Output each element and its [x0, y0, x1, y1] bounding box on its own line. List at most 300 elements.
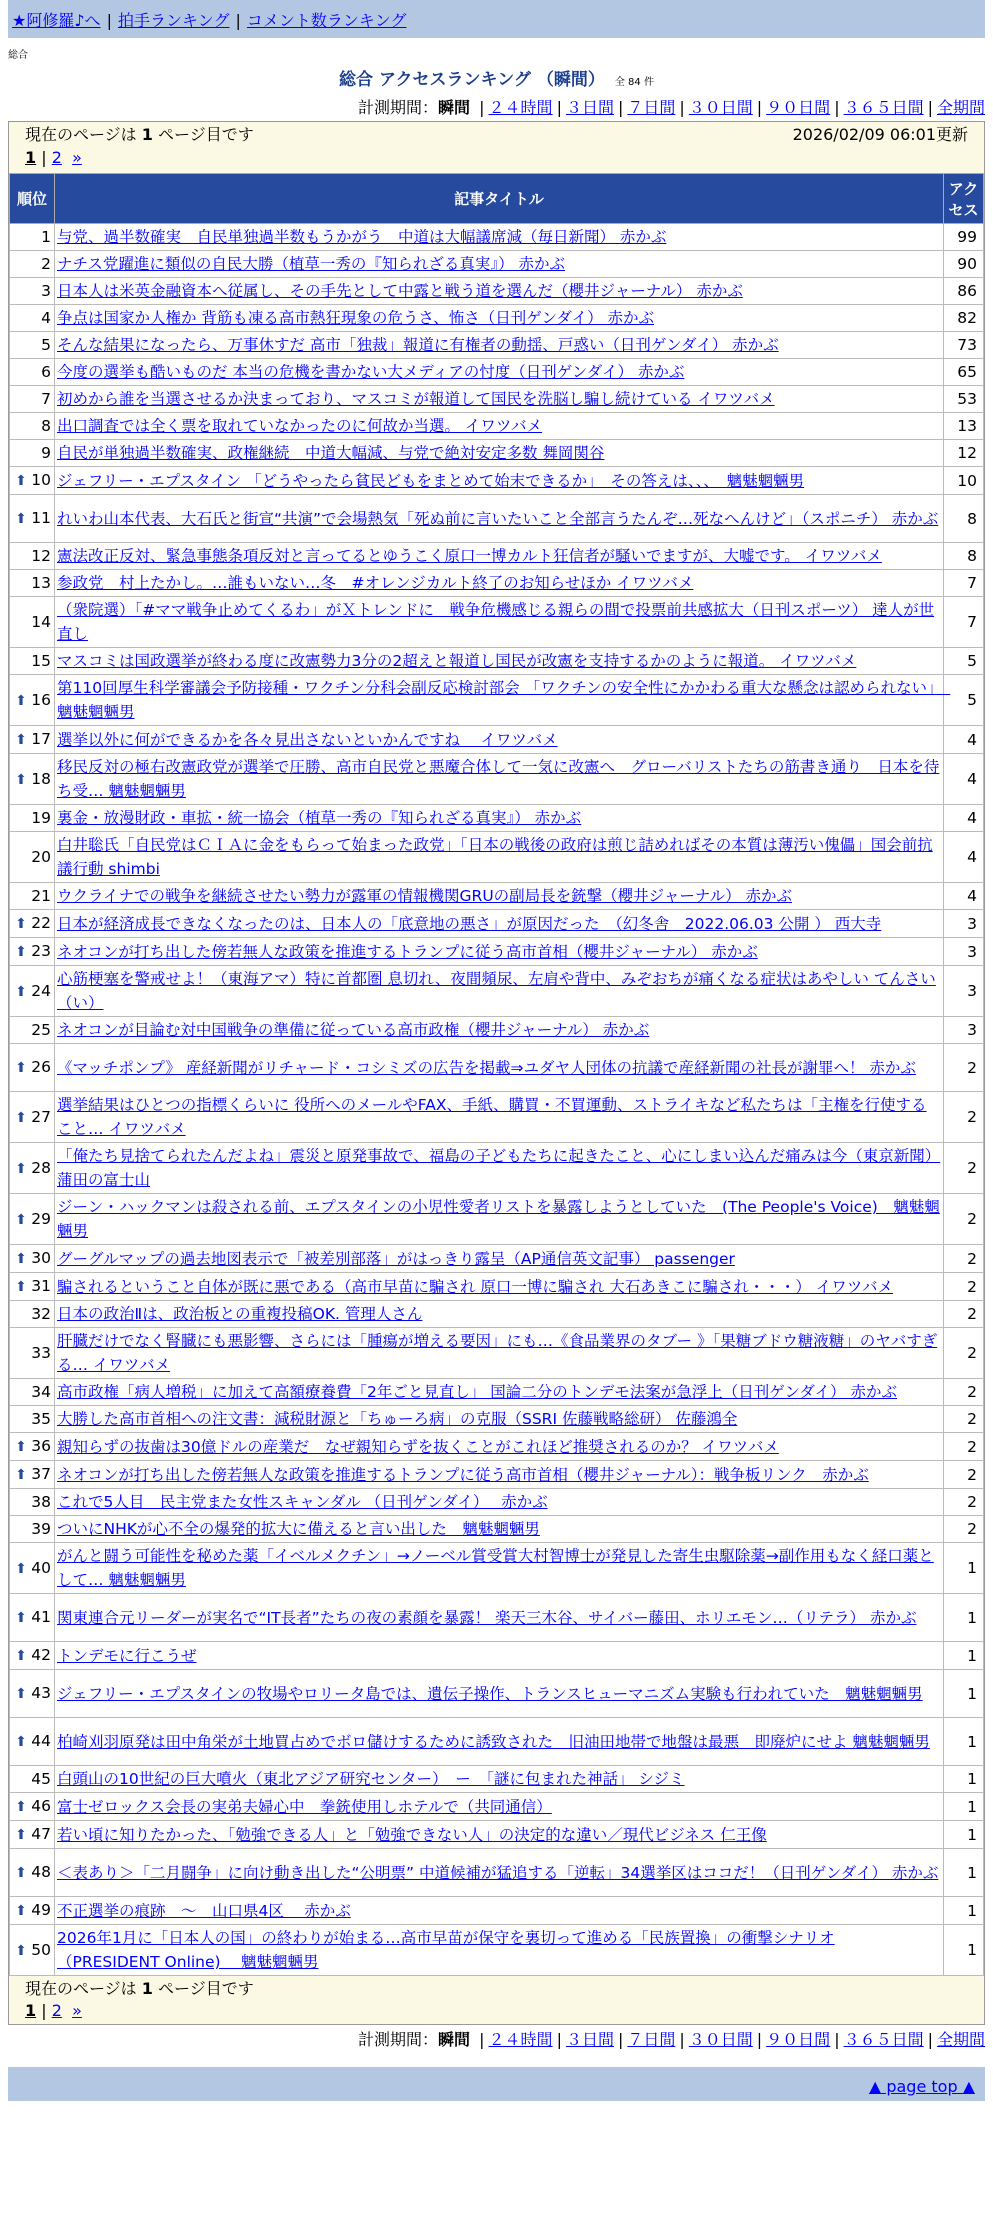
page-link-1[interactable]: 1: [25, 2001, 37, 2020]
access-count: 65: [944, 359, 984, 386]
title-cell: [55, 1766, 944, 1793]
period-link[interactable]: ３日間: [565, 2030, 614, 2049]
article-link[interactable]: 肝臓だけでなく腎臓にも悪影響、さらには「腫瘍が増える要因」にも…《食品業界のタブー 》「果糖ブドウ糖液糖」のヤバすぎる… イワツバメ: [57, 1332, 938, 1374]
period-link[interactable]: ３日間: [565, 98, 614, 117]
access-count: 99: [944, 224, 984, 251]
rank-cell: [10, 1849, 55, 1897]
article-link[interactable]: 争点は国家か人権か 背筋も凍る高市熱狂現象の危うさ、怖さ（日刊ゲンダイ） 赤かぶ: [57, 309, 654, 327]
period-link[interactable]: ２４時間: [488, 98, 553, 117]
article-link[interactable]: ＜表あり＞「二月闘争」に向け動き出した“公明票” 中道候補が猛追する「逆転」34選挙区はココだ！（日刊ゲンダイ） 赤かぶ: [57, 1863, 939, 1882]
period-link[interactable]: 全期間: [936, 98, 985, 117]
rank-number: 28: [31, 1158, 51, 1177]
table-row: [10, 570, 984, 597]
separator: |: [834, 98, 840, 117]
access-count: 1: [944, 1766, 984, 1793]
rank-cell: [10, 278, 55, 305]
up-arrow-icon: ⬆: [15, 1279, 32, 1295]
article-link[interactable]: ネオコンが目論む対中国戦争の準備に従っている高市政権（櫻井ジャーナル） 赤かぶ: [57, 1021, 650, 1039]
title-cell: [55, 1194, 944, 1245]
rank-number: 35: [31, 1410, 51, 1428]
access-count: 4: [944, 726, 984, 754]
title-cell: [55, 910, 944, 938]
table-row: [10, 938, 984, 966]
table-row: [10, 1433, 984, 1461]
article-link[interactable]: 不正選挙の痕跡 ～ 山口県4区 赤かぶ: [57, 1901, 351, 1920]
title-cell: [55, 675, 951, 726]
access-header: アクセス: [944, 174, 984, 224]
rank-number: 1: [41, 228, 51, 246]
access-count: 1: [944, 1642, 984, 1670]
article-link[interactable]: 《マッチポンプ》 産経新聞がリチャード・コシミズの広告を掲載⇒ユダヤ人団体の抗議で産経新聞の社長が謝罪へ！ 赤かぶ: [57, 1058, 916, 1077]
article-link[interactable]: ジェフリー・エプスタインの牧場やロリータ島では、遺伝子操作、トランスヒューマニズム実験も行われていた 魑魅魍魎男: [57, 1684, 923, 1703]
title-cell: [55, 1489, 944, 1516]
table-row: [10, 1044, 984, 1092]
rank-cell: [10, 938, 55, 966]
table-row: [10, 413, 984, 440]
access-count: 10: [944, 467, 984, 495]
article-link[interactable]: 高市政権「病人増税」に加えて高額療養費「2年ごと見直し」 国論二分のトンデモ法案が急浮上（日刊ゲンダイ） 赤かぶ: [57, 1383, 897, 1401]
period-selector-bottom: [8, 2029, 985, 2051]
page-link-2[interactable]: 2: [51, 2001, 62, 2020]
article-link[interactable]: そんな結果になったら、万事休すだ 高市「独裁」報道に有権者の動揺、戸惑い（日刊ゲンダイ） 赤かぶ: [57, 336, 779, 354]
article-link[interactable]: がんと闘う可能性を秘めた薬「イベルメクチン」→ノーベル賞受賞大村智博士が発見した寄生虫駆除薬→副作用もなく経口薬として… 魑魅魍魎男: [57, 1547, 934, 1589]
access-count: 1: [944, 1793, 984, 1821]
article-link[interactable]: 柏崎刈羽原発は田中角栄が土地買占めでボロ儲けするために誘致された 旧油田地帯で地盤は最悪 即廃炉にせよ 魑魅魍魎男: [57, 1732, 930, 1751]
ranking-table: [9, 173, 984, 1976]
article-link[interactable]: 日本が経済成長できなくなったのは、日本人の「底意地の悪さ」が原因だった （幻冬舎 2022.06.03 公開 ） 西大寺: [57, 914, 882, 933]
table-row: [10, 1092, 984, 1143]
article-link[interactable]: ジェフリー・エプスタイン 「どうやったら貧民どもをまとめて始末できるか」 その答えは、、、 魑魅魍魎男: [57, 471, 805, 490]
article-link[interactable]: 心筋梗塞を警戒せよ！（東海アマ）特に首都圏 息切れ、夜間頻尿、左肩や背中、みぞおちが痛くなる症状はあやしい てんさい（い）: [57, 970, 936, 1012]
rank-number: 24: [31, 981, 51, 1000]
page-title: 総合 アクセスランキング （瞬間）: [339, 70, 605, 90]
article-link[interactable]: 日本人は米英金融資本へ従属し、その手先として中露と戦う道を選んだ（櫻井ジャーナル） 赤かぶ: [57, 282, 743, 300]
access-count: 1: [944, 1670, 984, 1718]
article-link[interactable]: これで5人目 民主党また女性スキャンダル （日刊ゲンダイ） 赤かぶ: [57, 1493, 548, 1511]
rank-number: 41: [31, 1608, 51, 1626]
period-label: 計測期間：: [358, 2030, 439, 2049]
access-count: 12: [944, 440, 984, 467]
rank-cell: [10, 805, 55, 832]
table-row: [10, 1301, 984, 1328]
rank-cell: [10, 467, 55, 495]
period-link[interactable]: ３０日間: [688, 2030, 753, 2049]
comment-ranking-link[interactable]: コメント数ランキング: [246, 11, 407, 30]
rank-cell: [10, 440, 55, 467]
title-cell: [55, 332, 944, 359]
rank-number: 44: [31, 1732, 51, 1750]
pagination-bottom: 現在のページは 1 ページ目です 1 | 2 »: [9, 1976, 984, 2024]
title-cell: [55, 883, 944, 910]
article-link[interactable]: 富士ゼロックス会長の実弟夫婦心中 拳銃使用しホテルで（共同通信）: [57, 1797, 552, 1816]
article-link[interactable]: ネオコンが打ち出した傍若無人な政策を推進するトランプに従う高市首相（櫻井ジャーナル）：戦争板リンク 赤かぶ: [57, 1465, 869, 1484]
up-arrow-icon: ⬆: [15, 1467, 32, 1483]
access-count: 4: [944, 805, 984, 832]
rank-number: 15: [31, 652, 51, 670]
article-link[interactable]: トンデモに行こうぜ: [57, 1646, 197, 1665]
next-page-link[interactable]: »: [72, 2001, 82, 2020]
access-count: 3: [944, 910, 984, 938]
article-link[interactable]: 白井聡氏「自民党はＣＩＡに金をもらって始まった政党」「日本の戦後の政府は煎じ詰めればその本質は薄汚い傀儡」国会前抗議行動 shimbi: [57, 836, 933, 878]
article-link[interactable]: 参政党 村上たかし。…誰もいない…冬 #オレンジカルト終了のお知らせほか イワツバメ: [57, 574, 694, 592]
rank-number: 33: [31, 1344, 51, 1362]
period-link[interactable]: ７日間: [627, 2030, 676, 2049]
rank-number: 38: [31, 1493, 51, 1511]
table-row: [10, 1143, 984, 1194]
table-row: [10, 251, 984, 278]
title-cell: [55, 1516, 944, 1543]
rank-cell: [10, 1670, 55, 1718]
separator: |: [756, 98, 763, 117]
rank-cell: [10, 570, 55, 597]
rank-cell: [10, 1245, 55, 1273]
article-link[interactable]: 第110回厚生科学審議会予防接種・ワクチン分科会副反応検討部会 「ワクチンの安全性にかかわる重大な懸念は認められない」 魑魅魍魎男: [57, 679, 951, 721]
pagination-top: 現在のページは 1 ページ目です 2026/02/09 06:01更新 1 | 2 »: [9, 122, 984, 173]
up-arrow-icon: ⬆: [15, 1942, 32, 1959]
article-link[interactable]: 初めから誰を当選させるか決まっており、マスコミが報道して国民を洗脳し騙し続けている イワツバメ: [57, 390, 775, 408]
article-link[interactable]: ジーン・ハックマンは殺される前、エプスタインの小児性愛者リストを暴露しようとしていた (The People's Voice) 魑魅魍魎男: [57, 1198, 940, 1240]
title-cell: [55, 467, 944, 495]
next-page-link[interactable]: »: [72, 148, 82, 167]
article-link[interactable]: 移民反対の極右改憲政党が選挙で圧勝、高市自民党と悪魔合体して一気に改憲へ グローバリストたちの筋書き通り 日本を待ち受… 魑魅魍魎男: [57, 758, 940, 800]
table-row: [10, 543, 984, 570]
rank-cell: [10, 910, 55, 938]
up-arrow-icon: ⬆: [15, 1251, 32, 1267]
article-link[interactable]: ネオコンが打ち出した傍若無人な政策を推進するトランプに従う高市首相（櫻井ジャーナル） 赤かぶ: [57, 942, 758, 961]
clap-ranking-link[interactable]: 拍手ランキング: [117, 11, 230, 30]
table-row: [10, 332, 984, 359]
article-link[interactable]: 裏金・放漫財政・車拡・統一協会（植草一秀の『知られざる真実』） 赤かぶ: [57, 809, 582, 827]
rank-number: 7: [41, 390, 51, 408]
article-link[interactable]: 選挙以外に何ができるかを各々見出さないといかんですね イワツバメ: [57, 730, 558, 749]
title-cell: [55, 1433, 944, 1461]
title-cell: [55, 1379, 944, 1406]
access-count: 1: [944, 1897, 984, 1925]
rank-cell: [10, 1433, 55, 1461]
separator: |: [927, 2030, 933, 2049]
up-arrow-icon: ⬆: [15, 1211, 32, 1228]
table-row: [10, 1543, 984, 1594]
rank-cell: [10, 495, 55, 543]
rank-number: 34: [31, 1383, 51, 1401]
table-row: [10, 1328, 984, 1379]
rank-cell: [10, 726, 55, 754]
up-arrow-icon: ⬆: [15, 511, 32, 527]
access-count: 2: [944, 1379, 984, 1406]
access-count: 1: [944, 1849, 984, 1897]
rank-number: 3: [41, 282, 51, 300]
access-count: 2: [944, 1301, 984, 1328]
access-count: 1: [944, 1925, 984, 1976]
title-cell: [55, 754, 944, 805]
article-link[interactable]: 2026年1月に「日本人の国」の終わりが始まる…高市早苗が保守を裏切って進める「民族置換」の衝撃シナリオ （PRESIDENT Online) 魑魅魍魎男: [57, 1929, 835, 1971]
title-cell: [55, 1897, 944, 1925]
access-count: 4: [944, 754, 984, 805]
period-link[interactable]: ９０日間: [766, 2030, 831, 2049]
access-count: 8: [944, 495, 984, 543]
article-link[interactable]: （衆院選）「#ママ戦争止めてくるわ」がＸトレンドに 戦争危機感じる親らの間で投票前共感拡大（日刊スポーツ） 達人が世直し: [57, 601, 935, 643]
article-link[interactable]: れいわ山本代表、大石氏と街宣“共演”で会場熱気「死ぬ前に言いたいこと全部言うたんぞ…死なへんけど」（スポニチ） 赤かぶ: [57, 509, 939, 528]
rank-number: 18: [31, 769, 51, 788]
table-row: [10, 1766, 984, 1793]
rank-cell: [10, 1718, 55, 1766]
title-cell: [55, 1092, 944, 1143]
up-arrow-icon: ⬆: [15, 983, 32, 1000]
separator: |: [679, 2030, 685, 2049]
article-link[interactable]: 選挙結果はひとつの指標くらいに 役所へのメールやFAX、手紙、購買・不買運動、ストライキなど私たちは「主権を行使すること… イワツバメ: [57, 1096, 927, 1138]
page-top-link[interactable]: ▲ page top ▲: [868, 2077, 975, 2096]
title-cell: [55, 832, 944, 883]
table-row: [10, 1718, 984, 1766]
period-link[interactable]: ３６５日間: [843, 98, 924, 117]
rank-cell: [10, 1642, 55, 1670]
period-current: 瞬間: [438, 2030, 471, 2049]
separator: |: [106, 11, 112, 30]
rank-number: 2: [41, 255, 51, 273]
table-row: [10, 1925, 984, 1976]
rank-cell: [10, 1273, 55, 1301]
article-link[interactable]: 憲法改正反対、緊急事態条項反対と言ってるとゆうこく原口一博カルト狂信者が騒いでますが、大嘘です。 イワツバメ: [57, 547, 882, 565]
article-link[interactable]: 「俺たち見捨てられたんだよね」震災と原発事故で、福島の子どもたちに起きたこと、心にしまい込んだ痛みは今（東京新聞） 蒲田の富士山: [57, 1147, 941, 1189]
rank-number: 42: [31, 1646, 51, 1664]
article-link[interactable]: 大勝した高市首相への注文書：減税財源と「ちゅーろ病」の克服（SSRI 佐藤戦略総研） 佐藤鴻全: [57, 1410, 738, 1428]
title-cell: [55, 726, 944, 754]
rank-number: 40: [31, 1558, 51, 1577]
up-arrow-icon: ⬆: [15, 916, 32, 932]
rank-cell: [10, 597, 55, 648]
article-link[interactable]: ウクライナでの戦争を継続させたい勢力が露軍の情報機関GRUの副局長を銃撃（櫻井ジャーナル） 赤かぶ: [57, 887, 793, 905]
access-count: 2: [944, 1433, 984, 1461]
title-header: 記事タイトル: [55, 174, 944, 224]
rank-number: 4: [41, 309, 51, 327]
title-cell: [55, 386, 944, 413]
table-row: [10, 648, 984, 675]
table-row: [10, 1849, 984, 1897]
title-cell: [55, 1543, 944, 1594]
up-arrow-icon: ⬆: [15, 1648, 32, 1664]
rank-cell: [10, 675, 55, 726]
page-heading: [0, 68, 993, 95]
rank-cell: [10, 1379, 55, 1406]
rank-cell: [10, 1328, 55, 1379]
up-arrow-icon: ⬆: [15, 1734, 32, 1750]
rank-cell: [10, 1793, 55, 1821]
rank-number: 50: [31, 1940, 51, 1959]
separator: |: [834, 2030, 840, 2049]
rank-cell: [10, 754, 55, 805]
title-cell: [55, 1849, 944, 1897]
up-arrow-icon: ⬆: [15, 692, 32, 709]
title-cell: [55, 1642, 944, 1670]
rank-number: 36: [31, 1437, 51, 1455]
article-link[interactable]: マスコミは国政選挙が終わる度に改憲勢力3分の2超えと報道し国民が改憲を支持するかのように報道。 イワツバメ: [57, 652, 857, 670]
article-link[interactable]: 与党、過半数確実 自民単独過半数もうかがう 中道は大幅議席減（毎日新聞） 赤かぶ: [57, 228, 667, 246]
table-row: [10, 1670, 984, 1718]
rank-number: 19: [31, 809, 51, 827]
access-count: 82: [944, 305, 984, 332]
up-arrow-icon: ⬆: [15, 1865, 32, 1881]
table-row: [10, 1821, 984, 1849]
up-arrow-icon: ⬆: [15, 1560, 32, 1577]
access-count: 8: [944, 543, 984, 570]
title-cell: [55, 1044, 944, 1092]
rank-cell: [10, 1406, 55, 1433]
rank-cell: [10, 966, 55, 1017]
rank-cell: [10, 1897, 55, 1925]
home-link[interactable]: ★阿修羅♪へ: [12, 11, 101, 30]
title-cell: [55, 570, 944, 597]
access-count: 53: [944, 386, 984, 413]
title-cell: [55, 1245, 944, 1273]
access-count: 5: [944, 675, 984, 726]
up-arrow-icon: ⬆: [15, 473, 32, 489]
separator: |: [235, 11, 241, 30]
article-link[interactable]: 関東連合元リーダーが実名で“IT長者”たちの夜の素顔を暴露！ 楽天三木谷、サイバー藤田、ホリエモン…（リテラ） 赤かぶ: [57, 1608, 917, 1627]
article-link[interactable]: 騙されるということ自体が既に悪である（高市早苗に騙され 原口一博に騙され 大石あきこに騙され・・・） イワツバメ: [57, 1277, 893, 1296]
article-link[interactable]: ついにNHKが心不全の爆発的拡大に備えると言い出した 魑魅魍魎男: [57, 1520, 540, 1538]
separator: |: [479, 98, 485, 117]
access-count: 1: [944, 1543, 984, 1594]
rank-cell: [10, 1594, 55, 1642]
table-row: [10, 910, 984, 938]
table-row: [10, 359, 984, 386]
table-row: [10, 1793, 984, 1821]
up-arrow-icon: ⬆: [15, 1610, 32, 1626]
title-cell: [55, 1143, 944, 1194]
table-row: [10, 1406, 984, 1433]
access-count: 4: [944, 832, 984, 883]
table-row: [10, 440, 984, 467]
rank-number: 6: [41, 363, 51, 381]
table-row: [10, 278, 984, 305]
up-arrow-icon: ⬆: [15, 1160, 32, 1177]
rank-cell: [10, 543, 55, 570]
period-link[interactable]: 全期間: [936, 2030, 985, 2049]
page-link-2[interactable]: 2: [51, 148, 62, 167]
period-link[interactable]: ３６５日間: [843, 2030, 924, 2049]
title-cell: [55, 597, 944, 648]
rank-cell: [10, 1301, 55, 1328]
article-link[interactable]: 出口調査では全く票を取れていなかったのに何故か当選。 イワツバメ: [57, 417, 543, 435]
rank-number: 30: [31, 1249, 51, 1267]
period-current: 瞬間: [438, 98, 471, 117]
rank-number: 27: [31, 1107, 51, 1126]
rank-number: 49: [31, 1901, 51, 1919]
access-count: 2: [944, 1273, 984, 1301]
rank-number: 22: [31, 914, 51, 932]
period-link[interactable]: ９０日間: [766, 98, 831, 117]
rank-cell: [10, 224, 55, 251]
rank-cell: [10, 1543, 55, 1594]
title-cell: [55, 1406, 944, 1433]
article-link[interactable]: 今度の選挙も酷いものだ 本当の危機を書かない大メディアの忖度（日刊ゲンダイ） 赤かぶ: [57, 363, 685, 381]
rank-cell: [10, 386, 55, 413]
rank-number: 12: [31, 547, 51, 565]
rank-number: 13: [31, 574, 51, 592]
access-count: 3: [944, 938, 984, 966]
access-count: 2: [944, 1328, 984, 1379]
title-cell: [55, 413, 944, 440]
rank-number: 9: [41, 444, 51, 462]
article-link[interactable]: 白頭山の10世紀の巨大噴火（東北アジア研究センター） ー 「謎に包まれた神話」 シジミ: [57, 1770, 685, 1788]
rank-cell: [10, 1092, 55, 1143]
title-cell: [55, 1594, 944, 1642]
rank-cell: [10, 1194, 55, 1245]
separator: |: [617, 2030, 624, 2049]
access-count: 2: [944, 1406, 984, 1433]
category-label: 総合: [8, 50, 28, 61]
access-count: 2: [944, 1092, 984, 1143]
period-link[interactable]: ２４時間: [488, 2030, 553, 2049]
access-count: 2: [944, 1044, 984, 1092]
rank-number: 48: [31, 1863, 51, 1881]
rank-number: 46: [31, 1797, 51, 1815]
table-row: [10, 386, 984, 413]
rank-number: 32: [31, 1305, 51, 1323]
access-count: 5: [944, 648, 984, 675]
table-row: [10, 966, 984, 1017]
title-cell: [55, 1670, 944, 1718]
title-cell: [55, 305, 944, 332]
title-cell: [55, 1718, 944, 1766]
table-row: [10, 1642, 984, 1670]
table-row: [10, 1489, 984, 1516]
title-cell: [55, 1925, 944, 1976]
title-cell: [55, 359, 944, 386]
table-row: [10, 1461, 984, 1489]
access-count: 1: [944, 1821, 984, 1849]
access-count: 86: [944, 278, 984, 305]
rank-cell: [10, 1044, 55, 1092]
table-row: [10, 1516, 984, 1543]
separator: |: [556, 98, 562, 117]
table-row: [10, 805, 984, 832]
title-cell: [55, 1793, 944, 1821]
title-cell: [55, 1328, 944, 1379]
access-count: 2: [944, 1516, 984, 1543]
title-cell: [55, 1301, 944, 1328]
access-count: 3: [944, 966, 984, 1017]
article-link[interactable]: グーグルマップの過去地図表示で「被差別部落」がはっきり露呈（AP通信英文記事） passenger: [57, 1249, 735, 1268]
item-count: 全 84 件: [614, 77, 654, 88]
article-link[interactable]: 日本の政治Ⅱは、政治板との重複投稿OK. 管理人さん: [57, 1305, 423, 1323]
period-selector: [8, 97, 985, 119]
article-link[interactable]: 親知らずの抜歯は30億ドルの産業だ なぜ親知らずを抜くことがこれほど推奨されるのか？ イワツバメ: [57, 1437, 779, 1456]
title-cell: [55, 938, 944, 966]
rank-cell: [10, 883, 55, 910]
title-cell: [55, 543, 944, 570]
table-row: [10, 224, 984, 251]
rank-number: 5: [41, 336, 51, 354]
rank-number: 17: [31, 730, 51, 748]
article-link[interactable]: ナチス党躍進に類似の自民大勝（植草一秀の『知られざる真実』） 赤かぶ: [57, 255, 566, 273]
up-arrow-icon: ⬆: [15, 1903, 32, 1919]
rank-cell: [10, 1516, 55, 1543]
access-count: 3: [944, 1017, 984, 1044]
separator: |: [556, 2030, 562, 2049]
rank-number: 21: [31, 887, 51, 905]
period-link[interactable]: ７日間: [627, 98, 676, 117]
up-arrow-icon: ⬆: [15, 1060, 32, 1076]
access-count: 2: [944, 1489, 984, 1516]
article-link[interactable]: 自民が単独過半数確実、政権継続 中道大幅減、与党で絶対安定多数 舞岡関谷: [57, 444, 605, 462]
article-link[interactable]: 若い頃に知りたかった、「勉強できる人」と「勉強できない人」の決定的な違い／現代ビジネス 仁王像: [57, 1825, 767, 1844]
period-link[interactable]: ３０日間: [688, 98, 753, 117]
page-link-1[interactable]: 1: [25, 148, 37, 167]
rank-cell: [10, 251, 55, 278]
title-cell: [55, 495, 944, 543]
separator: |: [679, 98, 685, 117]
